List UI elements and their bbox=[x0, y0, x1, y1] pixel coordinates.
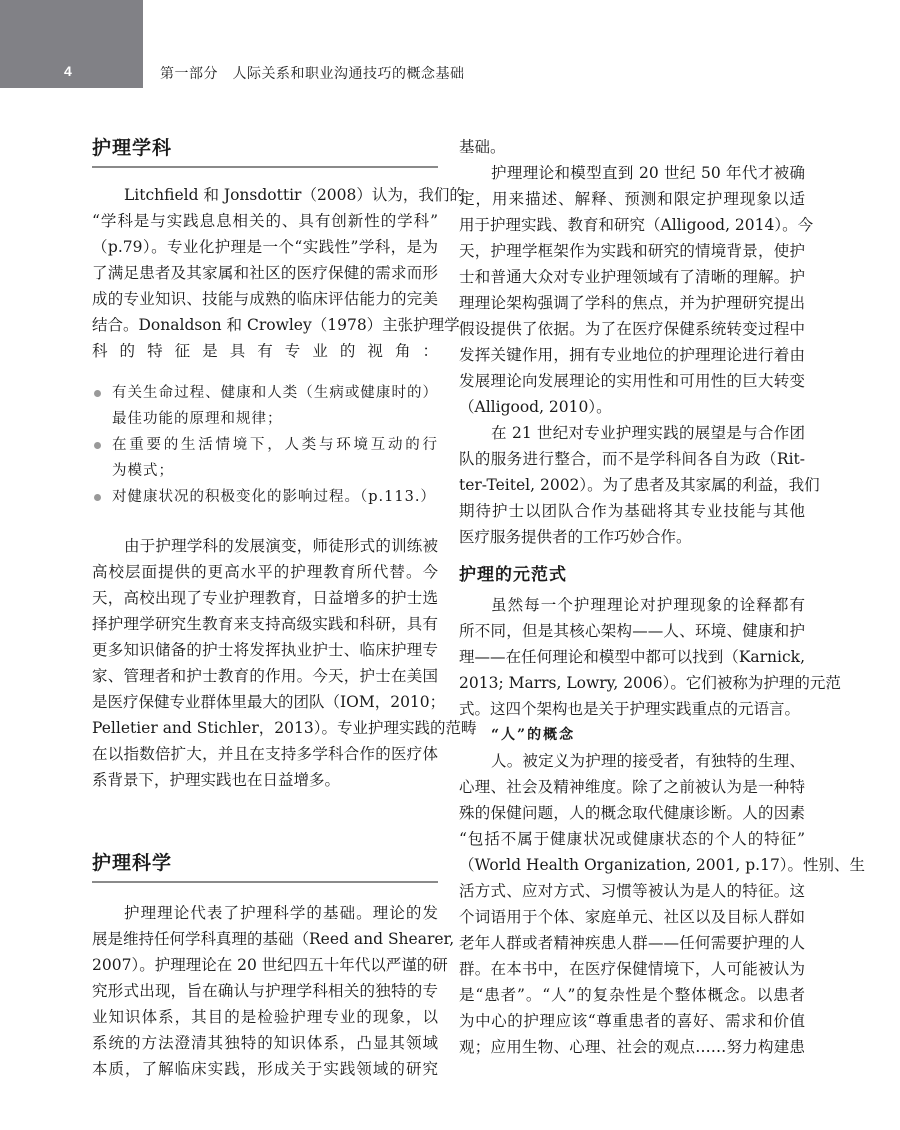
text-line: 2013; Marrs, Lowry, 2006）。它们被称为护理的元范 bbox=[459, 674, 841, 692]
bullet-dot-icon bbox=[94, 494, 101, 501]
text-line: 由于护理学科的发展演变，师徒形式的训练被 bbox=[124, 537, 438, 555]
text-line: ter-Teitel, 2002）。为了患者及其家属的利益，我们 bbox=[459, 476, 820, 494]
text-line: 护理理论代表了护理科学的基础。理论的发 bbox=[124, 904, 438, 922]
text-line: 队的服务进行整合，而不是学科间各自为政（Rit- bbox=[459, 450, 805, 468]
text-line: 了满足患者及其家属和社区的医疗保健的需求而形 bbox=[92, 264, 438, 282]
bullet-text bbox=[92, 380, 438, 406]
bullet-text-span: 有关生命过程、健康和人类（生病或健康时的） bbox=[112, 385, 438, 401]
text-line: 结合。Donaldson 和 Crowley（1978）主张护理学 bbox=[92, 316, 460, 334]
text-line: 系背景下，护理实践也在日益增多。 bbox=[92, 771, 341, 789]
text-line: 天，护理学框架作为实践和研究的情境背景，使护 bbox=[459, 242, 805, 260]
text-line: （Alligood, 2010）。 bbox=[459, 398, 612, 416]
bullet-item bbox=[92, 484, 438, 510]
text-line: Pelletier and Stichler，2013）。专业护理实践的范畴 bbox=[92, 719, 477, 737]
text-line: 科的特征是具有专业的视角： bbox=[92, 342, 438, 360]
text-line: 个词语用于个体、家庭单元、社区以及目标人群如 bbox=[459, 908, 805, 926]
section-heading: 护理科学 bbox=[92, 851, 438, 883]
text-line: 观；应用生物、心理、社会的观点……努力构建患 bbox=[459, 1038, 805, 1056]
text-line: 是“患者”。“人”的复杂性是个整体概念。以患者 bbox=[459, 986, 805, 1004]
bullet-item bbox=[92, 432, 438, 484]
bullet-text bbox=[92, 406, 438, 432]
bullet-text bbox=[92, 432, 438, 458]
text-line: 理——在任何理论和模型中都可以找到（Karnick, bbox=[459, 648, 805, 666]
text-line: 成的专业知识、技能与成熟的临床评估能力的完美 bbox=[92, 290, 438, 308]
text-line: “包括不属于健康状况或健康状态的个人的特征” bbox=[459, 830, 805, 848]
bullet-text bbox=[92, 458, 438, 484]
text-line: 人。被定义为护理的接受者，有独特的生理、 bbox=[491, 752, 805, 770]
text-line: 定，用来描述、解释、预测和限定护理现象以适 bbox=[459, 190, 805, 208]
text-line: 心理、社会及精神维度。除了之前被认为是一种特 bbox=[459, 778, 805, 796]
text-line: 发展理论向发展理论的实用性和可用性的巨大转变 bbox=[459, 372, 805, 390]
text-line: 群。在本书中，在医疗保健情境下，人可能被认为 bbox=[459, 960, 805, 978]
paragraph bbox=[92, 900, 455, 1082]
text-line: 天，高校出现了专业护理教育，日益增多的护士选 bbox=[92, 589, 438, 607]
text-line: 医疗服务提供者的工作巧妙合作。 bbox=[459, 528, 692, 546]
text-line: 所不同，但是其核心架构——人、环境、健康和护 bbox=[459, 622, 805, 640]
text-line: Litchfield 和 Jonsdottir（2008）认为，我们的 bbox=[124, 186, 465, 204]
paragraph bbox=[459, 134, 805, 160]
text-line: 本质，了解临床实践，形成关于实践领域的研究 bbox=[92, 1060, 438, 1078]
text-line: （World Health Organization, 2001, p.17）。性别、生 bbox=[459, 856, 866, 874]
text-line: 活方式、应对方式、习惯等被认为是人的特征。这 bbox=[459, 882, 805, 900]
bullet-text-span: 对健康状况的积极变化的影响过程。（p.113.） bbox=[112, 489, 436, 505]
text-line: 更多知识储备的护士将发挥执业护士、临床护理专 bbox=[92, 641, 438, 659]
text-line: 老年人群或者精神疾患人群——任何需要护理的人 bbox=[459, 934, 805, 952]
paragraph bbox=[92, 533, 477, 793]
text-line: 发挥关键作用，拥有专业地位的护理理论进行着由 bbox=[459, 346, 805, 364]
text-line: 理理论架构强调了学科的焦点，并为护理研究提出 bbox=[459, 294, 805, 312]
paragraph bbox=[459, 160, 814, 420]
right-column bbox=[459, 134, 866, 1060]
bullet-text-span: 为模式； bbox=[112, 463, 174, 479]
text-line: 虽然每一个护理理论对护理现象的诠释都有 bbox=[491, 596, 805, 614]
text-line: 士和普通大众对专业护理领域有了清晰的理解。护 bbox=[459, 268, 805, 286]
left-column bbox=[92, 136, 477, 1082]
text-line: 在 21 世纪对专业护理实践的展望是与合作团 bbox=[491, 424, 805, 442]
bullet-list bbox=[92, 380, 438, 510]
text-line: 业知识体系，其目的是检验护理专业的现象，以 bbox=[92, 1008, 438, 1026]
bullet-item bbox=[92, 380, 438, 432]
bullet-dot-icon bbox=[94, 390, 101, 397]
text-line: 为中心的护理应该“尊重患者的喜好、需求和价值 bbox=[459, 1012, 805, 1030]
text-line: “学科是与实践息息相关的、具有创新性的学科” bbox=[92, 212, 438, 230]
text-line: 展是维持任何学科真理的基础（Reed and Shearer, bbox=[92, 930, 455, 948]
text-line: 基础。 bbox=[459, 138, 506, 156]
text-line: 用于护理实践、教育和研究（Alligood, 2014）。今 bbox=[459, 216, 814, 234]
text-line: 择护理学研究生教育来支持高级实践和科研，具有 bbox=[92, 615, 438, 633]
subsection-heading: 护理的元范式 bbox=[459, 565, 567, 585]
paragraph bbox=[459, 592, 841, 722]
text-line: 家、管理者和护士教育的作用。今天，护士在美国 bbox=[92, 667, 438, 685]
text-line: 高校层面提供的更高水平的护理教育所代替。今 bbox=[92, 563, 438, 581]
text-line: 护理理论和模型直到 20 世纪 50 年代才被确 bbox=[491, 164, 805, 182]
text-line: （p.79）。专业化护理是一个“实践性”学科，是为 bbox=[92, 238, 438, 256]
minor-heading: “人”的概念 bbox=[491, 727, 576, 743]
text-line: 期待护士以团队合作为基础将其专业技能与其他 bbox=[459, 502, 805, 520]
paragraph bbox=[459, 420, 820, 550]
text-line: 假设提供了依据。为了在医疗保健系统转变过程中 bbox=[459, 320, 805, 338]
bullet-text-span: 在重要的生活情境下，人类与环境互动的行 bbox=[112, 437, 438, 453]
text-line: 是医疗保健专业群体里最大的团队（IOM，2010； bbox=[92, 693, 446, 711]
paragraph bbox=[459, 748, 866, 1060]
text-line: 2007）。护理理论在 20 世纪四五十年代以严谨的研 bbox=[92, 956, 448, 974]
bullet-text bbox=[92, 484, 438, 510]
section-heading: 护理学科 bbox=[92, 136, 438, 168]
text-line: 究形式出现，旨在确认与护理学科相关的独特的专 bbox=[92, 982, 438, 1000]
running-title: 第一部分 人际关系和职业沟通技巧的概念基础 bbox=[160, 65, 465, 81]
paragraph bbox=[92, 182, 465, 364]
page-number: 4 bbox=[64, 63, 72, 79]
bullet-text-span: 最佳功能的原理和规律； bbox=[112, 411, 283, 427]
text-line: 式。这四个架构也是关于护理实践重点的元语言。 bbox=[459, 700, 801, 718]
text-line: 系统的方法澄清其独特的知识体系，凸显其领域 bbox=[92, 1034, 438, 1052]
text-line: 殊的保健问题，人的概念取代健康诊断。人的因素 bbox=[459, 804, 805, 822]
text-line: 在以指数倍扩大，并且在支持多学科合作的医疗体 bbox=[92, 745, 438, 763]
bullet-dot-icon bbox=[94, 442, 101, 449]
